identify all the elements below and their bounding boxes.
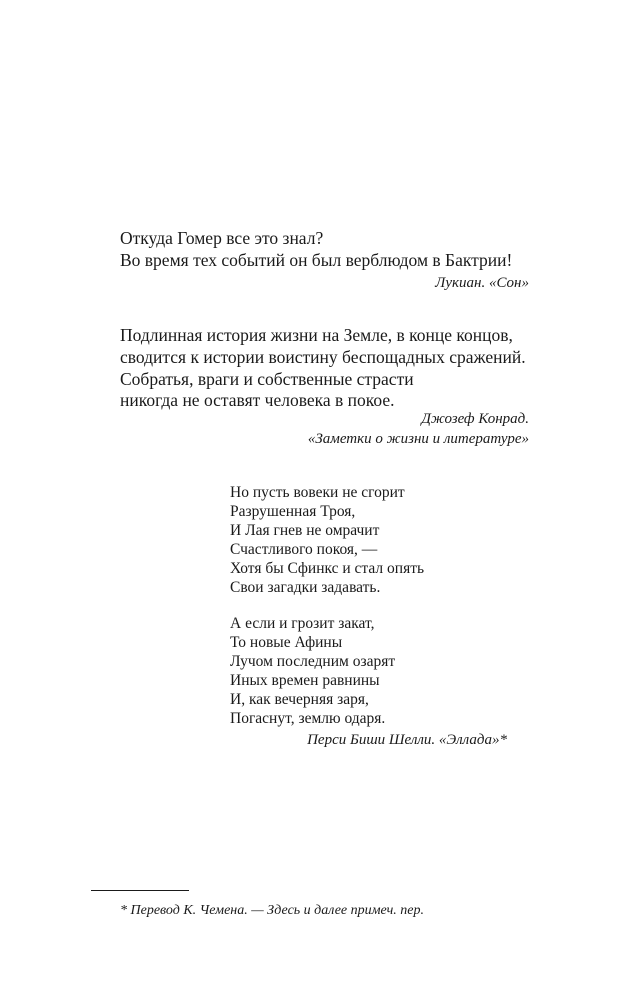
poem-line: То новые Афины [230,634,343,651]
epigraph-1-line: Во время тех событий он был верблюдом в Бактрии! [120,250,513,270]
poem-line: И Лая гнев не омрачит [230,522,380,539]
epigraph-2-line: никогда не оставят человека в покое. [120,390,395,410]
poem-line: Лучом последним озарят [230,653,396,670]
poem-line: Разрушенная Троя, [230,503,356,520]
epigraph-1-line: Откуда Гомер все это знал? [120,228,324,248]
poem-line: Иных времен равнины [230,672,380,689]
poem-attribution: Перси Биши Шелли. «Эллада»* [307,732,507,748]
epigraph-1-attribution: Лукиан. «Сон» [435,275,529,291]
epigraph-2-line: сводится к истории воистину беспощадных сражений. [120,347,526,367]
poem-line: Но пусть вовеки не сгорит [230,484,405,501]
epigraph-2-attribution-author: Джозеф Конрад. [421,411,529,427]
footnote-divider [91,890,189,891]
poem-line: Хотя бы Сфинкс и стал опять [230,560,425,577]
epigraph-2-attribution-title: «Заметки о жизни и литературе» [307,431,529,447]
poem-line: Свои загадки задавать. [230,579,381,596]
poem-line: И, как вечерняя заря, [230,691,369,708]
footnote: * Перевод К. Чемена. — Здесь и далее примеч. пер. [120,903,424,918]
epigraph-2-line: Собратья, враги и собственные страсти [120,369,414,389]
poem-line: Счастливого покоя, — [230,541,378,558]
poem-line: А если и грозит закат, [230,615,375,632]
epigraph-2-line: Подлинная история жизни на Земле, в конце концов, [120,325,513,345]
poem-line: Погаснут, землю одаря. [230,710,386,727]
